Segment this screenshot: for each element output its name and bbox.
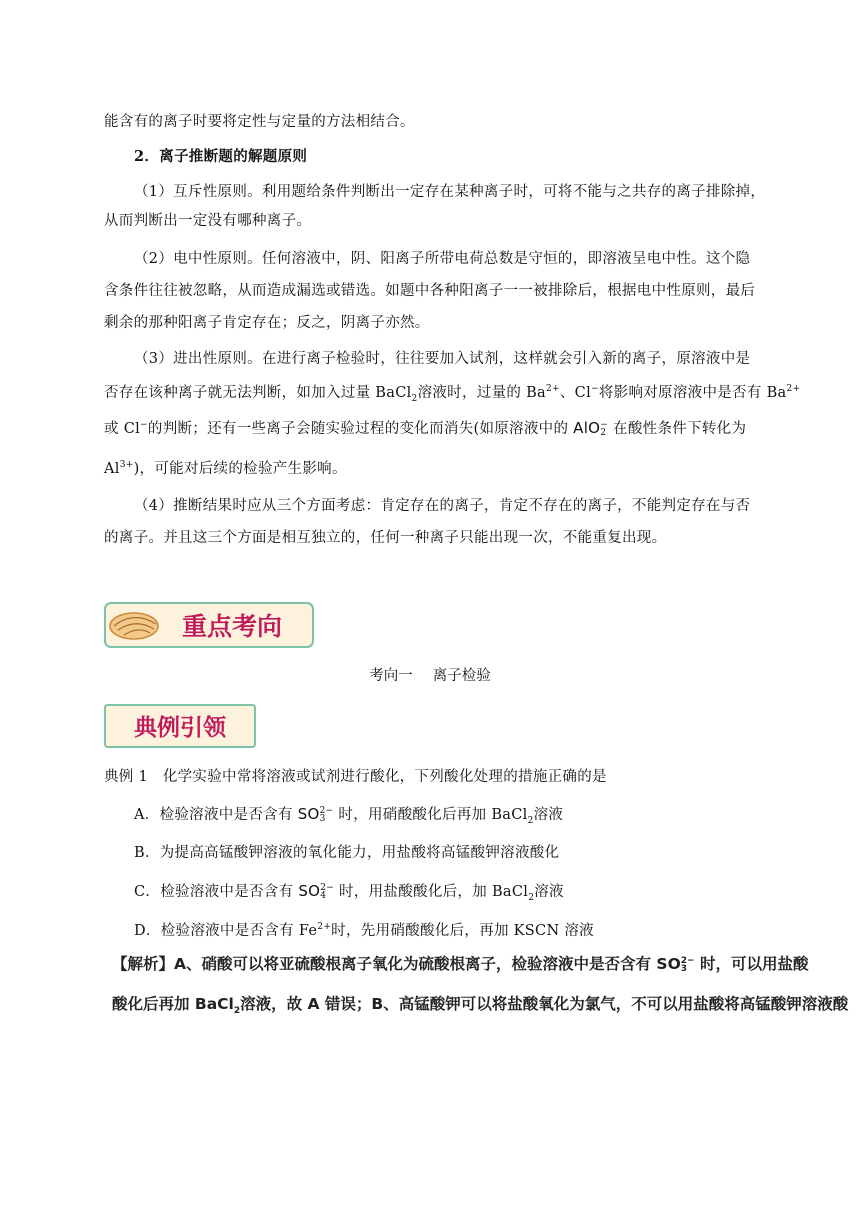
direction-label: 考向一 [369,668,413,684]
banner-key-text: 重点考向 [181,612,283,641]
p3-line4: $Al^{3+}$)，可能对后续的检验产生影响。 [104,460,347,477]
banner-example [104,704,256,748]
p3-line1: （3）进出性原则。在进行离子检验时，往往要加入试剂，这样就会引入新的离子，原溶液中是 [134,351,751,367]
analysis-line1: 【解析】A、硝酸可以将亚硫酸根离子氧化为硫酸根离子，检验溶液中是否含有 SO 2− 3 时，可以用盐酸 [112,955,809,974]
p3-line2: 否存在该种离子就无法判断，如加入过量 BaCl$_2$溶液时，过量的 $Ba^{2+}$、Cl−将影响对原溶液中是否有 $Ba^{2+}$ [104,384,801,404]
p1-line2: 从而判断出一定没有哪种离子。 [104,213,312,229]
example-stem: 典例 1 化学实验中常将溶液或试剂进行酸化，下列酸化处理的措施正确的是 [104,769,607,785]
banner-example-text: 典例引领 [134,715,226,741]
p2-line2: 含条件往往被忽略，从而造成漏选或错选。如题中各种阳离子一一被排除后，根据电中性原则，最后 [104,283,756,299]
option-d: D．检验溶液中是否含有 $Fe^{2+}$时，先用硝酸酸化后，再加 KSCN 溶液 [134,922,594,939]
analysis-line2: 酸化后再加 BaCl$_2$溶液，故 A 错误；B、高锰酸钾可以将盐酸氧化为氯气，不可以用盐酸将高锰酸钾溶液酸 [112,995,849,1017]
p1-line1: （1）互斥性原则。利用题给条件判断出一定存在某种离子时，可将不能与之共存的离子排除掉， [134,184,766,200]
option-c: C．检验溶液中是否含有 SO 2− 4 时，用盐酸酸化后，加 BaCl$_2$溶液 [134,882,564,903]
p4-line2: 的离子。并且这三个方面是相互独立的，任何一种离子只能出现一次，不能重复出现。 [104,530,667,546]
intro-tail: 能含有的离子时要将定性与定量的方法相结合。 [104,114,415,130]
section2-title: 2．离子推断题的解题原则 [134,148,308,165]
p3-line3: 或 Cl−的判断；还有一些离子会随实验过程的变化而消失(如原溶液中的 AlO − 2 在酸性条件下转化为 [104,419,747,438]
banner-key-directions [104,602,314,648]
option-a: A．检验溶液中是否含有 SO 2− 3 时，用硝酸酸化后再加 BaCl$_2$溶液 [134,805,564,826]
shell-icon [110,613,158,639]
p2-line1: （2）电中性原则。任何溶液中，阴、阳离子所带电荷总数是守恒的，即溶液呈电中性。这个隐 [134,251,751,267]
option-b: B．为提高高锰酸钾溶液的氧化能力，用盐酸将高锰酸钾溶液酸化 [134,845,560,861]
p4-line1: （4）推断结果时应从三个方面考虑：肯定存在的离子，肯定不存在的离子，不能判定存在与否 [134,498,751,514]
direction-title: 离子检验 [432,668,491,684]
p2-line3: 剩余的那种阳离子肯定存在；反之，阴离子亦然。 [104,315,430,331]
